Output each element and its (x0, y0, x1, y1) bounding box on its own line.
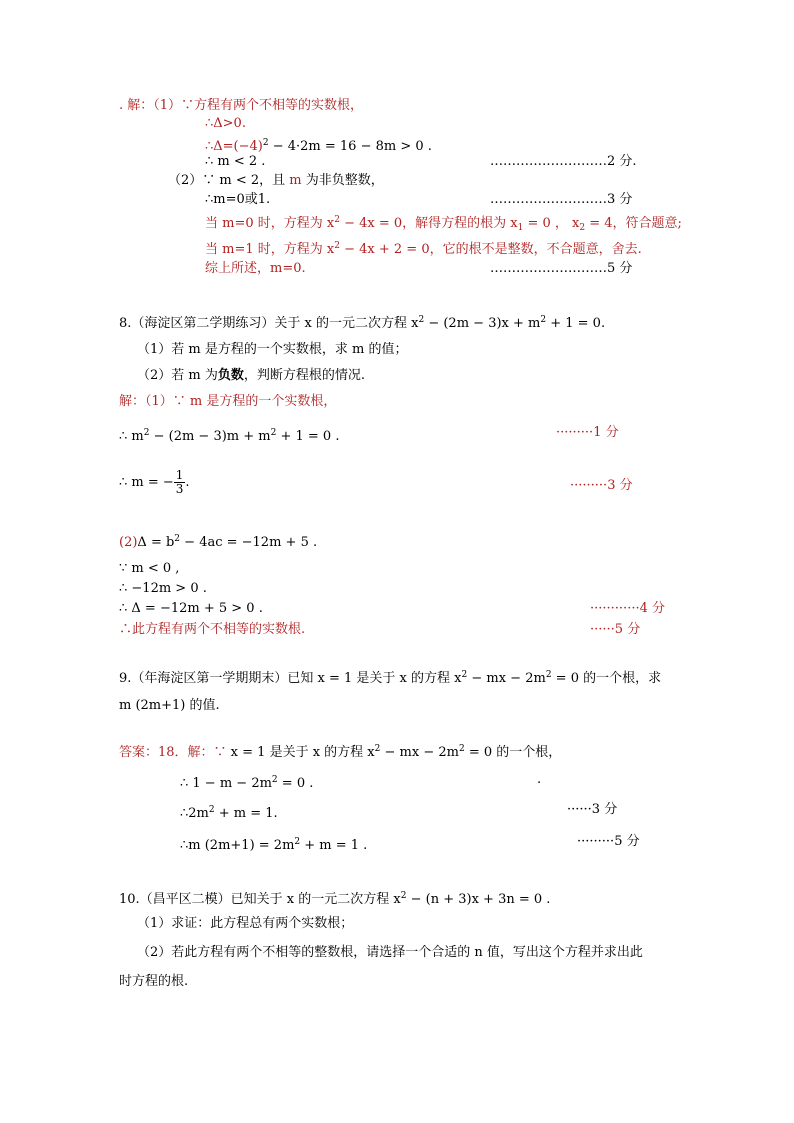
p10-question-1: 10.（昌平区二模）已知关于 x 的一元二次方程 $x^2 - (n + 3)x + 3n = 0$ . (119, 891, 551, 907)
p8-question: 8.（海淀区第二学期练习）关于 x 的一元二次方程 $x^2 - (2m - 3)x + m^2 + 1 = 0$. (119, 315, 606, 331)
p10-part2-cont: 时方程的根. (119, 974, 189, 989)
p9-score-3: ······3 分 (567, 802, 618, 817)
p9-answer-2: ∴ $1 - m - 2m^2 = 0$ . (180, 775, 314, 791)
p8-solution-8: ∴此方程有两个不相等的实数根. (119, 622, 306, 637)
p7-score-3: ………………………3 分 (490, 192, 633, 207)
p8-solution-3: ∴ m = − $\frac{1}{3}$ . (119, 468, 190, 496)
p10-part2: （2）若此方程有两个不相等的整数根，请选择一个合适的 n 值，写出这个方程并求出此 (137, 945, 643, 960)
p8-solution-4: $(2)\Delta = b^2 - 4ac = -12m + 5$ . (119, 534, 318, 550)
p8-part1: （1）若 m 是方程的一个实数根，求 m 的值； (137, 342, 408, 357)
p8-score-5: ······5 分 (590, 622, 641, 637)
p7-line4: ∴ m < 2 . (205, 154, 266, 169)
p8-score-1: ·········1 分 (556, 425, 619, 440)
p8-solution-6: ∴ −12m > 0 . (119, 581, 207, 596)
p7-line5: （2）∵ m < 2，且 m 为非负整数， (168, 173, 384, 188)
fraction-one-third: $\frac{1}{3}$ (175, 468, 184, 496)
p7-line6: ∴m=0或1. (205, 192, 271, 207)
p8-solution-7: ∴ Δ = −12m + 5 > 0 . (119, 601, 263, 616)
p7-score-5: ………………………5 分 (490, 261, 633, 276)
p7-line8: 当 m=1 时，方程为 $x^2 - 4x + 2 = 0$，它的根不是整数，不合题意，舍去. (205, 241, 642, 257)
p9-question-2: m (2m+1) 的值. (119, 698, 220, 713)
p9-answer-1: 答案：18．解：∵ x = 1 是关于 x 的方程 $x^2$ − mx − $2m^2 = 0$ 的一个根， (119, 744, 562, 760)
p10-part1: （1）求证：此方程总有两个实数根； (137, 916, 354, 931)
p9-stray-dot: . (537, 772, 542, 787)
p8-score-3: ·········3 分 (570, 478, 633, 493)
p9-answer-3: $\therefore 2m^2 + m = 1$. (180, 805, 278, 821)
p8-part2: （2）若 m 为负数，判断方程根的情况. (137, 368, 366, 383)
p7-line3: $\therefore\Delta=(-4)^2 - 4\cdot 2m = 16 - 8m > 0$ . (205, 138, 432, 154)
p9-answer-4: ∴m $(2m+1) = 2m^2 + m = 1$ . (180, 837, 368, 853)
p7-line7: 当 m=0 时，方程为 $x^2 - 4x = 0$，解得方程的根为 $x_1 = 0$ ， $x_2 = 4$，符合题意; (205, 215, 682, 233)
p7-score-2: ………………………2 分. (490, 154, 637, 169)
p8-solution-1: 解：（1）∵ m 是方程的一个实数根， (119, 394, 337, 409)
p9-score-5: ·········5 分 (577, 834, 640, 849)
p8-solution-5: ∵ m < 0 , (119, 561, 180, 576)
p8-solution-2: ∴ $m^2 - (2m - 3)m + m^2 + 1 = 0$ . (119, 428, 340, 444)
p8-score-4: ············4 分 (590, 601, 665, 616)
p7-line1: . 解：（1）∵方程有两个不相等的实数根， (119, 98, 364, 113)
p7-line2: ∴Δ>0. (205, 116, 246, 131)
p7-line9: 综上所述，m=0. (205, 261, 306, 276)
p9-question-1: 9.（年海淀区第一学期期末）已知 x = 1 是关于 x 的方程 $x^2$ − mx − $2m^2 = 0$ 的一个根，求 (119, 670, 662, 686)
